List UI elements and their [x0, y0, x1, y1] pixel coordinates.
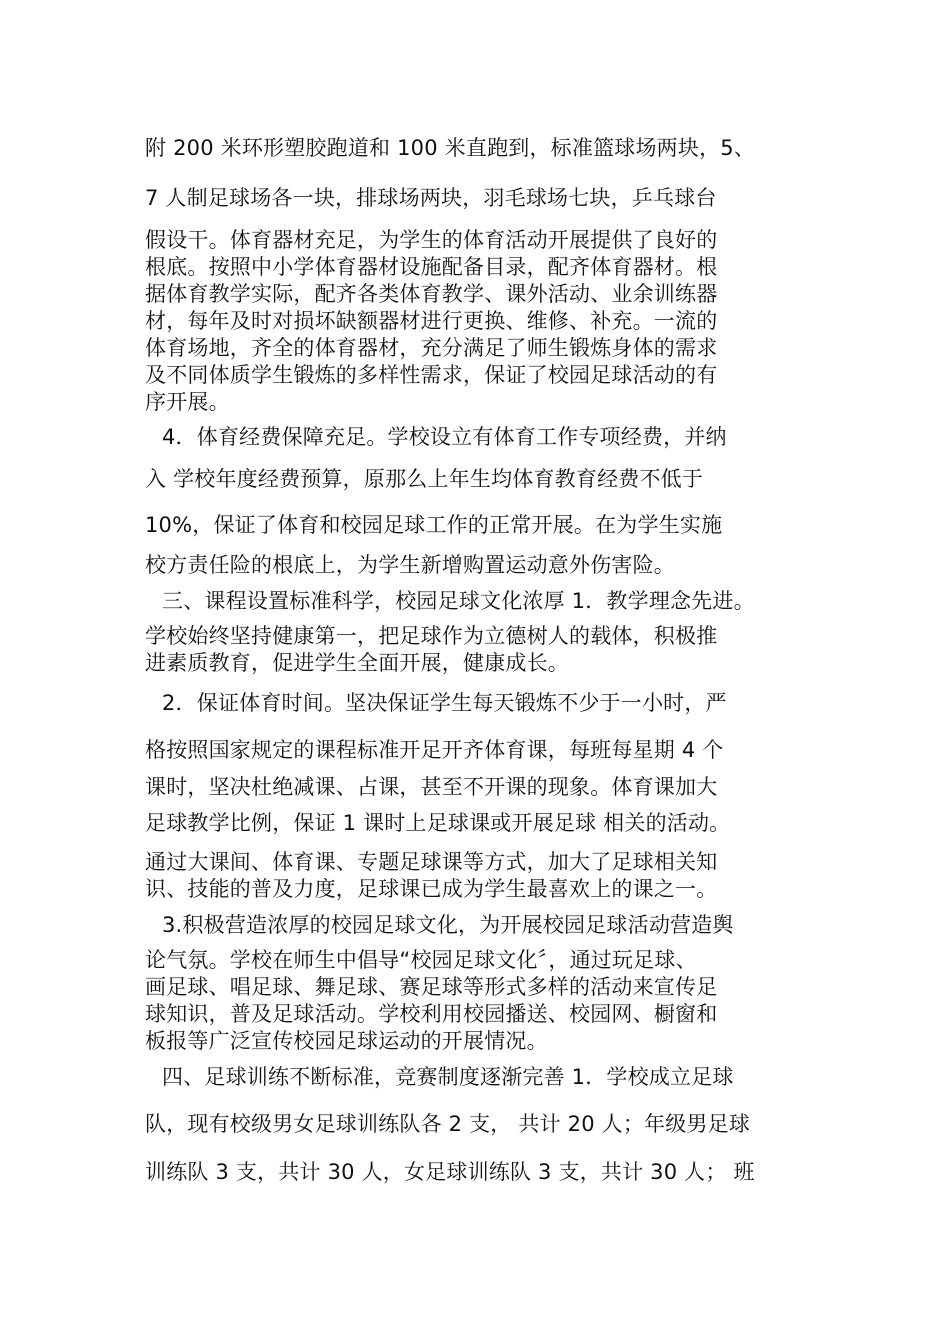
text-line: 格按照国家规定的课程标准开足开齐体育课，每班每星期 4 个 [145, 738, 724, 762]
text-line: 画足球、唱足球、舞足球、赛足球等形式多样的活动来宣传足 [145, 975, 718, 999]
text-line: 体育场地，齐全的体育器材，充分满足了师生锻炼身体的需求 [145, 336, 718, 360]
text-line: 通过大课间、体育课、专题足球课等方式，加大了足球相关知 [145, 850, 718, 874]
text-line: 及不同体质学生锻炼的多样性需求，保证了校园足球活动的有 [145, 363, 718, 387]
text-line: 序开展。 [145, 390, 230, 414]
text-line: 2．保证体育时间。坚决保证学生每天锻炼不少于一小时，严 [162, 691, 727, 715]
text-line: 10%，保证了体育和校园足球工作的正常开展。在为学生实施 [145, 513, 723, 537]
text-line: 四、足球训练不断标准，竞赛制度逐渐完善 1．学校成立足球 [162, 1065, 734, 1089]
text-line: 论气氛。学校在师生中倡导“校园足球文化〞，通过玩足球、 [145, 948, 697, 972]
text-line: 球知识，普及足球活动。学校利用校园播送、校园网、橱窗和 [145, 1002, 718, 1026]
text-line: 校方责任险的根底上，为学生新增购置运动意外伤害险。 [145, 553, 675, 577]
text-line: 入 学校年度经费预算，原那么上年生均体育教育经费不低于 [145, 467, 704, 491]
text-line: 队，现有校级男女足球训练队各 2 支， 共计 20 人；年级男足球 [145, 1112, 751, 1136]
text-line: 课时，坚决杜绝减课、占课，甚至不开课的现象。体育课加大 [145, 775, 718, 799]
text-line: 板报等广泛宣传校园足球运动的开展情况。 [145, 1029, 548, 1053]
text-line: 7 人制足球场各一块，排球场两块，羽毛球场七块，乒乓球台 [145, 186, 717, 210]
text-line: 据体育教学实际，配齐各类体育教学、课外活动、业余训练器 [145, 282, 718, 306]
text-line: 训练队 3 支，共计 30 人，女足球训练队 3 支，共计 30 人； 班 [145, 1160, 755, 1184]
text-line: 根底。按照中小学体育器材设施配备目录，配齐体育器材。根 [145, 255, 718, 279]
text-line: 材，每年及时对损坏缺额器材进行更换、维修、补充。一流的 [145, 309, 718, 333]
text-line: 足球教学比例，保证 1 课时上足球课或开展足球 相关的活动。 [145, 811, 731, 835]
text-line: 4．体育经费保障充足。学校设立有体育工作专项经费，并纳 [162, 425, 727, 449]
text-line: 三、课程设置标准科学，校园足球文化浓厚 1．教学理念先进。 [162, 589, 755, 613]
text-line: 3.积极营造浓厚的校园足球文化，为开展校园足球活动营造舆 [162, 913, 734, 937]
text-line: 识、技能的普及力度，足球课已成为学生最喜欢上的课之一。 [145, 877, 718, 901]
text-line: 进素质教育，促进学生全面开展，健康成长。 [145, 651, 569, 675]
text-line: 附 200 米环形塑胶跑道和 100 米直跑到，标准篮球场两块，5、 [145, 136, 756, 160]
text-line: 假设干。体育器材充足，为学生的体育活动开展提供了良好的 [145, 228, 718, 252]
text-line: 学校始终坚持健康第一，把足球作为立德树人的载体，积极推 [145, 624, 718, 648]
